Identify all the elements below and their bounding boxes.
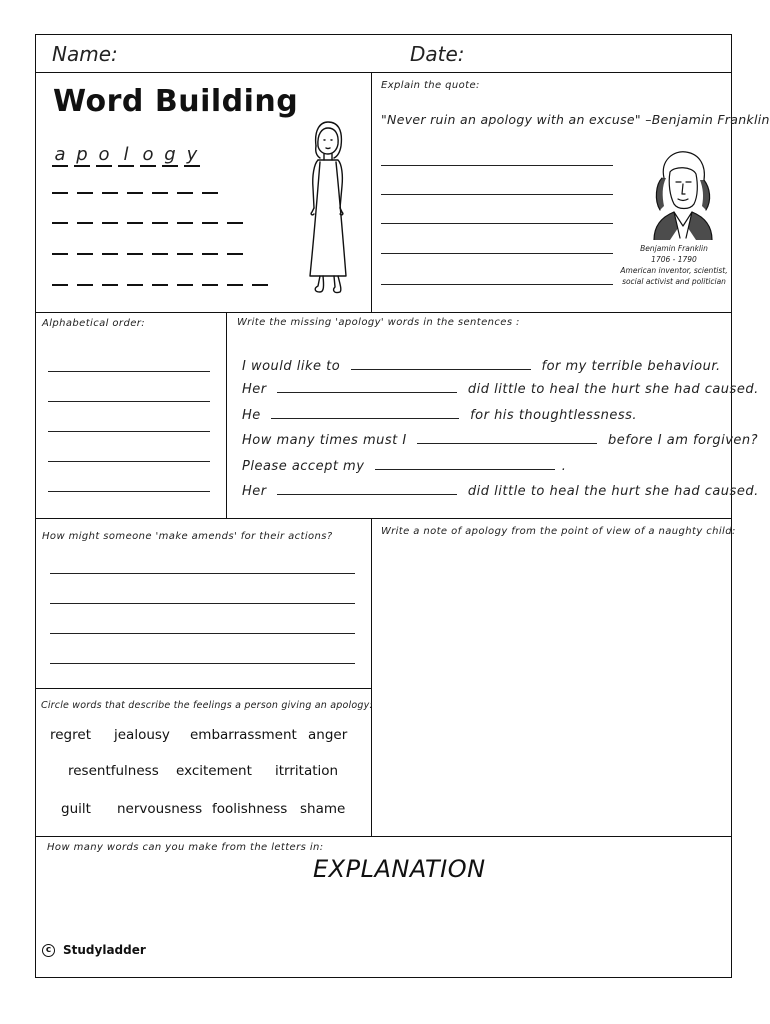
alphabetical-line[interactable] <box>48 491 210 492</box>
caption-years: 1706 - 1790 <box>651 255 697 264</box>
sentence-text: Her <box>242 484 267 499</box>
feeling-word[interactable]: embarrassment <box>190 727 297 743</box>
spelling-letter: o <box>96 144 112 167</box>
sentence-3 <box>242 406 637 423</box>
sentence-4 <box>242 431 758 448</box>
feeling-word[interactable]: foolishness <box>212 801 288 817</box>
feeling-word[interactable]: shame <box>300 801 346 817</box>
header-divider <box>35 72 732 73</box>
explanation-word: EXPLANATION <box>313 855 486 883</box>
sentence-text: for his thoughtlessness. <box>470 408 638 423</box>
amends-line[interactable] <box>50 603 355 604</box>
sentence-text: did little to heal the hurt she had caused. <box>467 484 759 499</box>
quote-answer-line[interactable] <box>381 253 613 254</box>
feeling-word[interactable]: itrritation <box>275 763 339 779</box>
feeling-word[interactable]: jealousy <box>114 727 170 743</box>
spelling-letter: o <box>140 144 156 167</box>
caption-name: Benjamin Franklin <box>640 244 708 253</box>
girl-illustration <box>298 116 358 302</box>
quote-instruction: Explain the quote: <box>381 80 480 91</box>
sentence-text: Please accept my <box>242 459 365 474</box>
section-divider-2 <box>35 518 732 519</box>
section-divider-3 <box>35 688 371 689</box>
answer-blank[interactable] <box>277 482 457 495</box>
amends-instruction: How might someone 'make amends' for their actions? <box>42 531 333 542</box>
alphabetical-line[interactable] <box>48 401 210 402</box>
quote-answer-line[interactable] <box>381 284 613 285</box>
spelling-letter: y <box>184 144 200 167</box>
alphabetical-line[interactable] <box>48 431 210 432</box>
sentence-text: Her <box>242 382 267 397</box>
sentence-6 <box>242 482 759 499</box>
spelling-letter: a <box>52 144 68 167</box>
sentence-text: before I am forgiven? <box>608 433 759 448</box>
spelling-letter: l <box>118 144 134 167</box>
feeling-word[interactable]: anger <box>308 727 348 743</box>
sentence-1 <box>242 357 721 374</box>
feelings-instruction: Circle words that describe the feelings a person giving an apology: <box>41 700 373 711</box>
spelling-letter: g <box>162 144 178 167</box>
name-label: Name: <box>52 42 118 66</box>
brand-name: Studyladder <box>63 943 146 957</box>
copyright-icon: c <box>42 944 55 957</box>
letters-answer-area[interactable] <box>40 890 726 935</box>
answer-blank[interactable] <box>277 380 457 393</box>
spelling-letter: p <box>74 144 90 167</box>
feeling-word[interactable]: guilt <box>61 801 91 817</box>
benjamin-franklin-portrait <box>640 148 722 240</box>
sentence-2 <box>242 380 759 397</box>
date-field[interactable] <box>470 40 725 68</box>
alphabetical-line[interactable] <box>48 461 210 462</box>
letters-instruction: How many words can you make from the letters in: <box>47 842 324 853</box>
caption-role-2: social activist and politician <box>622 277 726 286</box>
sentence-text: for my terrible behaviour. <box>541 359 721 374</box>
letter-blanks-row-2[interactable] <box>52 222 243 224</box>
spelling-word <box>52 144 200 167</box>
sentence-text: did little to heal the hurt she had caused. <box>467 382 759 397</box>
feeling-word[interactable]: resentfulness <box>68 763 159 779</box>
amends-line[interactable] <box>50 573 355 574</box>
section-divider-1 <box>35 312 732 313</box>
answer-blank[interactable] <box>375 457 555 470</box>
caption-role: American inventor, scientist, <box>620 266 728 275</box>
quote-answer-line[interactable] <box>381 194 613 195</box>
missing-words-instruction: Write the missing 'apology' words in the sentences : <box>237 317 520 328</box>
amends-line[interactable] <box>50 663 355 664</box>
page-title: Word Building <box>53 84 299 119</box>
note-writing-area[interactable] <box>376 545 728 831</box>
sentence-text: I would like to <box>242 359 341 374</box>
quote-text: "Never ruin an apology with an excuse" –Benjamin Franklin <box>381 112 770 127</box>
sentence-text: . <box>561 459 567 474</box>
answer-blank[interactable] <box>351 357 531 370</box>
section-divider-4 <box>35 836 732 837</box>
sentence-5 <box>242 457 566 474</box>
alphabetical-line[interactable] <box>48 371 210 372</box>
note-instruction: Write a note of apology from the point of view of a naughty child: <box>381 526 736 537</box>
sentence-text: He <box>242 408 261 423</box>
answer-blank[interactable] <box>417 431 597 444</box>
feeling-word[interactable]: excitement <box>176 763 252 779</box>
feeling-word[interactable]: regret <box>50 727 91 743</box>
letter-blanks-row-3[interactable] <box>52 253 243 255</box>
quote-answer-line[interactable] <box>381 165 613 166</box>
divider-vertical-lower <box>371 518 372 836</box>
name-field[interactable] <box>120 40 400 68</box>
alphabetical-instruction: Alphabetical order: <box>42 318 146 329</box>
sentence-text: How many times must I <box>242 433 407 448</box>
divider-vertical-top <box>371 72 372 312</box>
answer-blank[interactable] <box>271 406 459 419</box>
letter-blanks-row-4[interactable] <box>52 284 268 286</box>
portrait-caption <box>618 243 730 287</box>
quote-answer-line[interactable] <box>381 223 613 224</box>
amends-line[interactable] <box>50 633 355 634</box>
feeling-word[interactable]: nervousness <box>117 801 203 817</box>
divider-vertical-middle <box>226 312 227 518</box>
letter-blanks-row-1[interactable] <box>52 192 218 194</box>
date-label: Date: <box>410 42 465 66</box>
